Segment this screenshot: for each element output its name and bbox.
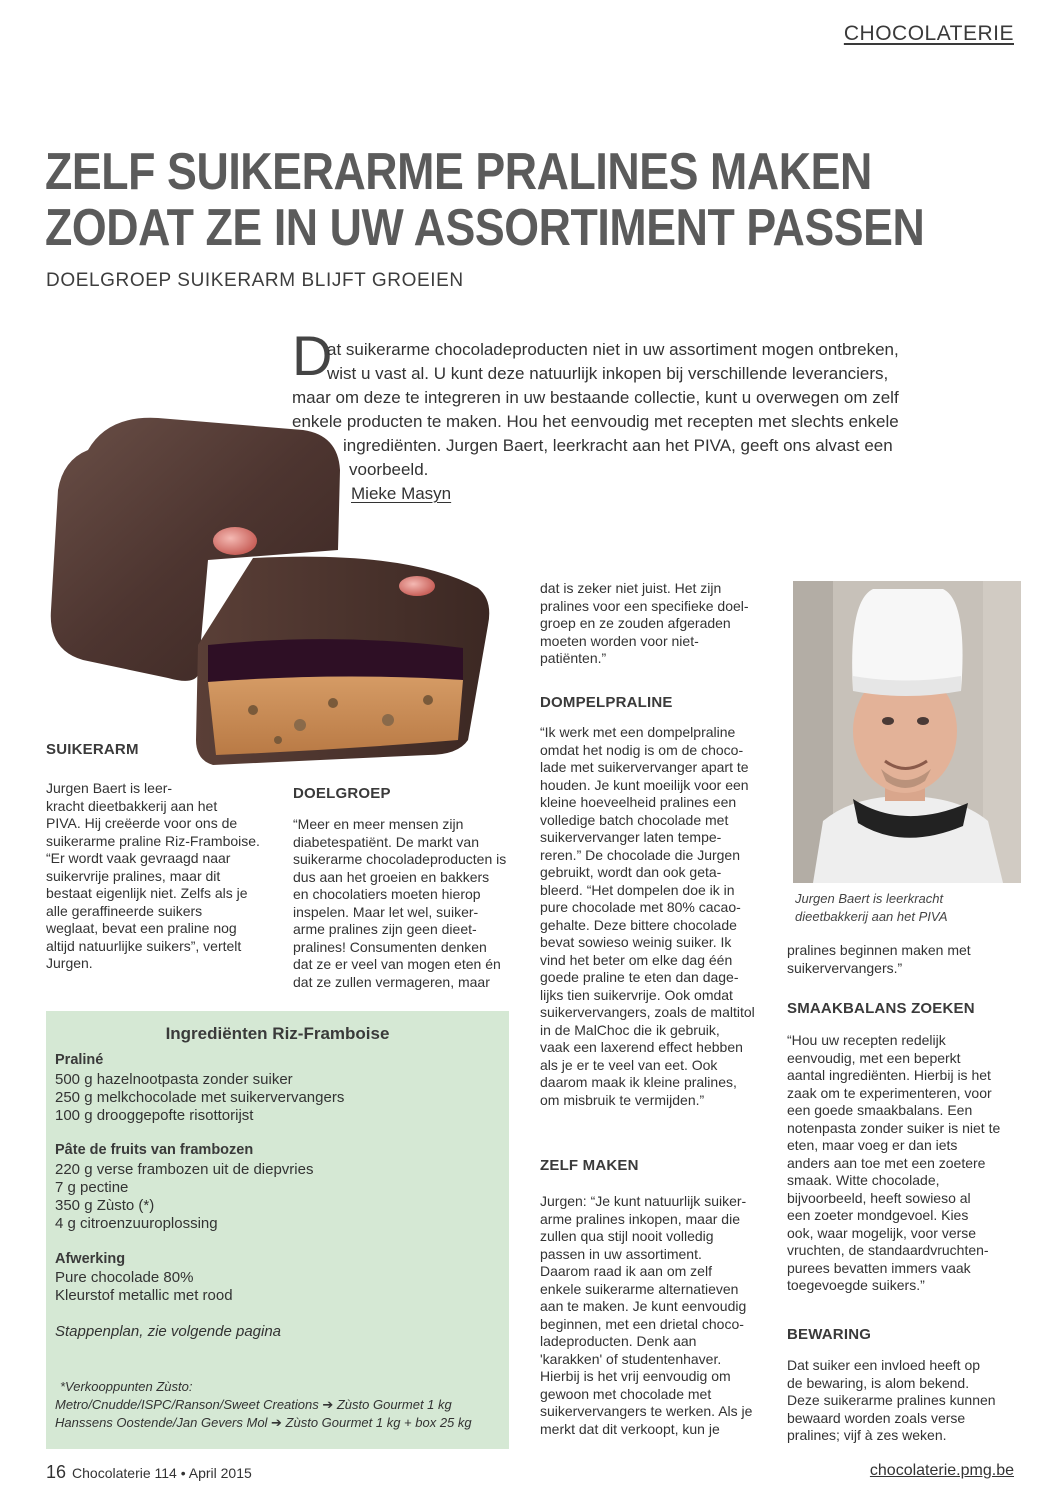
- intro-dropcap: D: [292, 324, 333, 387]
- text-line: vind het beter om elke dag één: [540, 951, 733, 968]
- text-line: aantal ingrediënten. Hierbij is het: [787, 1067, 991, 1083]
- text-line: ook, waar mogelijk, voor verse: [787, 1224, 977, 1241]
- article-subtitle: DOELGROEP SUIKERARM BLIJFT GROEIEN: [46, 270, 464, 291]
- text-line: inspelen. Maar let wel, suiker-: [293, 903, 479, 920]
- text-line: suikervervangers, zoals de maltitol: [540, 1004, 755, 1020]
- text-line: aan te maken. Je kunt eenvoudig: [540, 1298, 747, 1314]
- issue-label: Chocolaterie 114 • April 2015: [72, 1465, 252, 1481]
- website-link[interactable]: chocolaterie.pmg.be: [869, 1462, 1014, 1479]
- text-line: gewoon met chocolade met: [540, 1385, 712, 1402]
- text-line: alle geraffineerde suikers: [46, 902, 203, 919]
- text-line: lade met suikervervanger apart te: [540, 759, 749, 775]
- author-link[interactable]: Mieke Masyn: [351, 484, 452, 503]
- text-line: dat is zeker niet juist. Het zijn: [540, 580, 722, 596]
- text-line: ladeproducten. Denk aan: [540, 1333, 697, 1349]
- column-3-top-text: [540, 580, 767, 668]
- text-line: “Ik werk met een dompelpraline: [540, 724, 736, 740]
- column-4-smaak-text: [787, 1032, 1013, 1295]
- text-line: de bewaring, is alom bekend.: [787, 1374, 970, 1391]
- article-title: [45, 143, 925, 257]
- text-line: kleine hoeveelheid pralines een: [540, 794, 737, 810]
- recipe-footnote: Hanssens Oostende/Jan Gevers Mol ➔ Zùsto Gourmet 1 kg + box 25 kg: [55, 1415, 472, 1430]
- text-line: reren.” De chocolade die Jurgen: [540, 846, 741, 863]
- text-line: bewaard worden zoals verse: [787, 1409, 966, 1426]
- text-line: pralines voor een specifieke doel-: [540, 597, 749, 614]
- text-line: pure chocolade met 80% cacao-: [540, 899, 741, 915]
- text-line: suikervervangers te werken. Als je: [540, 1403, 753, 1419]
- text-line: bijvoorbeeld, heeft sowieso al: [787, 1189, 971, 1206]
- column-1-text: [46, 780, 272, 973]
- text-line: anders aan toe met een zoetere: [787, 1154, 986, 1171]
- heading-suikerarm: SUIKERARM: [46, 741, 139, 758]
- text-line: arme pralines inkopen, maar die: [540, 1210, 740, 1227]
- title-line-1: ZELF SUIKERARME PRALINES MAKEN: [45, 143, 872, 201]
- recipe-ingredient: 250 g melkchocolade met suikervervangers: [55, 1089, 345, 1106]
- text-line: zaak om te experimenteren, voor: [787, 1084, 992, 1101]
- text-line: passen in uw assortiment.: [540, 1245, 702, 1262]
- text-line: dat ze zullen vermageren, maar: [293, 973, 490, 990]
- text-line: kracht dieetbakkerij aan het: [46, 797, 218, 814]
- text-line: pralines; vijf à zes weken.: [787, 1427, 947, 1443]
- text-line: vruchten, de standaardvruchten-: [787, 1242, 989, 1258]
- text-line: bestaat eigenlijk niet. Zelfs als je: [46, 885, 248, 901]
- footer-issue: [46, 1462, 252, 1483]
- column-4-bewaring-text: [787, 1357, 1013, 1445]
- recipe-box: [46, 1011, 509, 1449]
- text-line: smaak. Witte chocolade,: [787, 1172, 940, 1188]
- text-line: Daarom raad ik aan om zelf: [540, 1263, 712, 1279]
- column-3-zelf-text: [540, 1193, 767, 1438]
- page-number: 16: [46, 1462, 67, 1482]
- text-line: Hierbij is het vrij eenvoudig om: [540, 1368, 731, 1384]
- text-line: een zoeter mondgevoel. Kies: [787, 1207, 969, 1223]
- recipe-steps-note: Stappenplan, zie volgende pagina: [55, 1323, 282, 1340]
- text-line: enkele suikerarme alternatieven: [540, 1280, 739, 1297]
- heading-smaakbalans: SMAAKBALANS ZOEKEN: [787, 1000, 975, 1017]
- text-line: Jurgen Baert is leer-: [46, 780, 173, 796]
- column-2-text: [293, 816, 520, 991]
- text-line: suikervervanger laten tempe-: [540, 829, 722, 845]
- text-line: weglaat, bevat een praline nog: [46, 920, 237, 936]
- praline-dot-decoration: [213, 527, 257, 555]
- recipe-footnote: Metro/Cnudde/ISPC/Ranson/Sweet Creations ➔ Zùsto Gourmet 1 kg: [55, 1397, 452, 1412]
- text-line: gebruikt, wordt dan ook geta-: [540, 864, 722, 880]
- text-line: eenvoudig, met een beperkt: [787, 1049, 961, 1066]
- text-line: pralines! Consumenten denken: [293, 938, 487, 955]
- text-line: altijd natuurlijke suikers”, vertelt: [46, 937, 242, 954]
- text-line: dat ze er veel van mogen eten én: [293, 956, 501, 972]
- text-line: pralines beginnen maken met: [787, 942, 971, 958]
- recipe-footnote: *Verkooppunten Zùsto:: [60, 1379, 193, 1394]
- praline-dot-decoration: [399, 576, 435, 596]
- text-line: goede praline te eten dan dage-: [540, 969, 739, 985]
- text-line: om misbruik te vermijden.”: [540, 1091, 705, 1108]
- text-line: patiënten.”: [540, 650, 607, 666]
- text-line: dus aan het groeien en bakkers: [293, 868, 490, 885]
- text-line: eten, maar voeg er dan iets: [787, 1137, 958, 1153]
- intro-line: voorbeeld.: [349, 460, 429, 479]
- heading-zelf-maken: ZELF MAKEN: [540, 1157, 639, 1174]
- text-line: diabetespatiënt. De markt van: [293, 833, 479, 850]
- text-line: “Hou uw recepten redelijk: [787, 1032, 946, 1048]
- recipe-ingredient: 7 g pectine: [55, 1179, 129, 1196]
- text-line: suikerarme praline Riz-Framboise.: [46, 832, 260, 849]
- heading-doelgroep: DOELGROEP: [293, 785, 391, 802]
- text-line: Jurgen.: [46, 955, 93, 971]
- recipe-ingredient: Kleurstof metallic met rood: [55, 1287, 233, 1304]
- section-tag: CHOCOLATERIE: [843, 22, 1014, 45]
- text-line: lijks tien suikervrije. Ook omdat: [540, 986, 733, 1003]
- text-line: zullen qua stijl nooit volledig: [540, 1228, 714, 1244]
- text-line: “Meer en meer mensen zijn: [293, 816, 464, 832]
- text-line: een goede smaakbalans. Een: [787, 1102, 973, 1118]
- text-line: omdat het nodig is om de choco-: [540, 741, 744, 758]
- text-line: Jurgen: “Je kunt natuurlijk suiker-: [540, 1193, 747, 1209]
- intro-line: wist u vast al. U kunt deze natuurlijk inkopen bij verschillende leveranciers,: [327, 364, 889, 383]
- recipe-section-heading: Pâte de fruits van frambozen: [55, 1142, 254, 1158]
- text-line: daarom maak ik kleine pralines,: [540, 1074, 737, 1090]
- text-line: Dat suiker een invloed heeft op: [787, 1357, 981, 1373]
- heading-dompelpraline: DOMPELPRALINE: [540, 694, 673, 711]
- text-line: purees bevatten immers vaak: [787, 1259, 971, 1276]
- text-line: suikervervangers.”: [787, 959, 903, 976]
- intro-line: at suikerarme chocoladeproducten niet in uw assortiment mogen ontbreken,: [327, 340, 899, 359]
- text-line: “Er wordt vaak gevraagd naar: [46, 850, 231, 866]
- recipe-ingredient: 4 g citroenzuuroplossing: [55, 1215, 218, 1232]
- column-4-top-text: [787, 942, 1013, 977]
- text-line: Deze suikerarme pralines kunnen: [787, 1392, 996, 1408]
- text-line: volledige batch chocolade met: [540, 811, 729, 828]
- recipe-ingredient: Pure chocolade 80%: [55, 1269, 194, 1286]
- text-line: moeten worden voor niet-: [540, 632, 699, 649]
- text-line: groep en ze zouden afgeraden: [540, 615, 731, 631]
- text-line: suikervrije pralines, maar dit: [46, 867, 221, 884]
- text-line: houden. Je kunt moeilijk voor een: [540, 776, 749, 793]
- text-line: bleerd. “Het dompelen doe ik in: [540, 881, 735, 898]
- recipe-ingredient: 100 g drooggepofte risottorijst: [55, 1107, 254, 1124]
- text-line: 'karakken' of studentenhaver.: [540, 1350, 722, 1367]
- intro-line: ingrediënten. Jurgen Baert, leerkracht aan het PIVA, geeft ons alvast een: [343, 436, 893, 455]
- recipe-ingredient: 220 g verse frambozen uit de diepvries: [55, 1161, 314, 1178]
- title-line-2: ZODAT ZE IN UW ASSORTIMENT PASSEN: [45, 199, 925, 257]
- text-line: gehalte. Deze bittere chocolade: [540, 916, 737, 933]
- chef-portrait-image: [793, 581, 1021, 883]
- intro-line: maar om deze te integreren in uw bestaande collectie, kunt u overwegen om zelf: [292, 388, 899, 407]
- text-line: notenpasta zonder suiker is niet te: [787, 1119, 1001, 1136]
- text-line: suikerarme chocoladeproducten is: [293, 851, 507, 867]
- text-line: als je er te veel van eet. Ook: [540, 1056, 718, 1073]
- recipe-section-heading: Praliné: [55, 1052, 104, 1068]
- recipe-title: Ingrediënten Riz-Framboise: [165, 1024, 390, 1043]
- text-line: PIVA. Hij creëerde voor ons de: [46, 815, 238, 831]
- heading-bewaring: BEWARING: [787, 1326, 872, 1343]
- text-line: arme pralines zijn geen dieet-: [293, 921, 477, 937]
- recipe-section-heading: Afwerking: [55, 1251, 126, 1267]
- text-line: merkt dat dit verkoopt, kun je: [540, 1420, 720, 1437]
- text-line: toegevoegde suikers.”: [787, 1277, 925, 1293]
- caption-line: dieetbakkerij aan het PIVA: [795, 909, 948, 924]
- text-line: vaak een laxerend effect hebben: [540, 1039, 743, 1055]
- praline-illustration: [48, 410, 498, 775]
- text-line: in de MalChoc die ik gebruik,: [540, 1021, 720, 1038]
- text-line: en chocolatiers moeten hierop: [293, 886, 481, 902]
- intro-line: enkele producten te maken. Hou het eenvoudig met recepten met slechts enkele: [292, 412, 899, 431]
- column-3-dompel-text: [540, 724, 767, 1109]
- recipe-ingredient: 350 g Zùsto (*): [55, 1197, 155, 1214]
- chef-portrait: [793, 581, 1021, 883]
- portrait-caption: [795, 890, 948, 926]
- text-line: beginnen, met een drietal choco-: [540, 1315, 744, 1332]
- text-line: bevat sowieso weinig suiker. Ik: [540, 934, 732, 950]
- caption-line: Jurgen Baert is leerkracht: [795, 891, 944, 906]
- recipe-ingredient: 500 g hazelnootpasta zonder suiker: [55, 1071, 293, 1088]
